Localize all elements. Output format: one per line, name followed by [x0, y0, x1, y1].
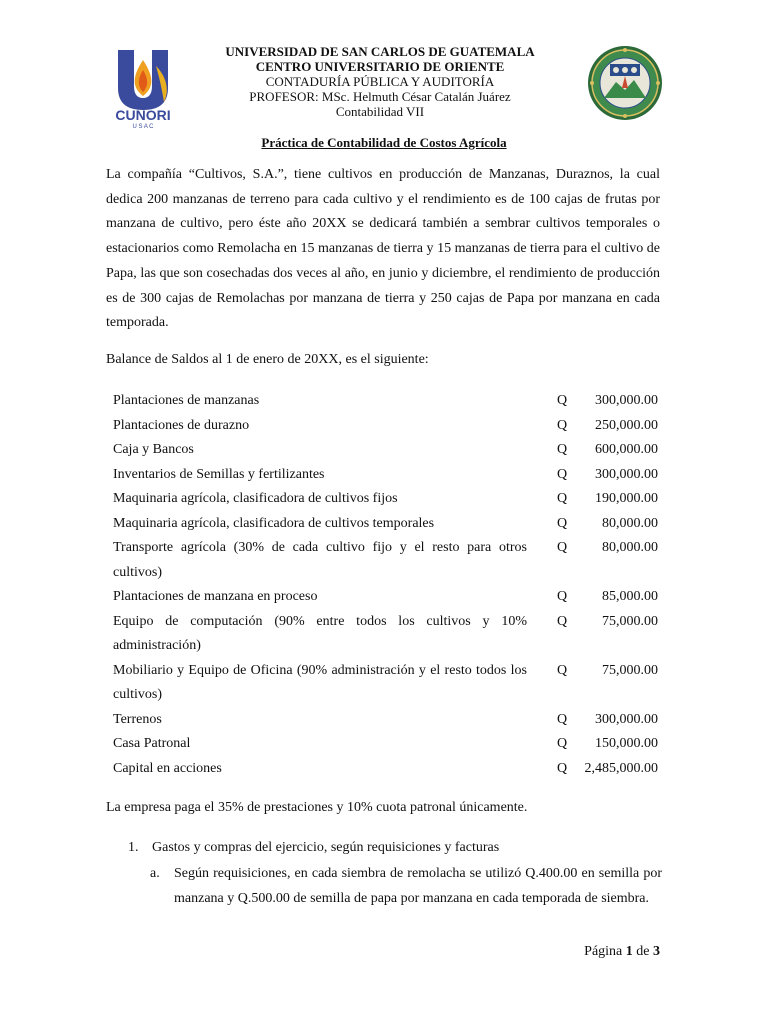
balance-currency: Q	[557, 736, 568, 751]
balance-account: Plantaciones de manzana en proceso	[113, 589, 318, 604]
center-name: CENTRO UNIVERSITARIO DE ORIENTE	[255, 59, 505, 74]
balance-currency: Q	[557, 662, 568, 678]
balance-currency: Q	[557, 540, 568, 555]
balance-currency: Q	[557, 711, 568, 727]
list-subitem-text: Según requisiciones, en cada siembra de remolacha se utilizó Q.400.00 en semilla por manzana y Q.500.00 de semilla de papa por manzana en cada temporada de siembra.	[174, 866, 662, 906]
balance-currency: Q	[557, 466, 568, 482]
balance-intro: Balance de Saldos al 1 de enero de 20XX, es el siguiente:	[106, 352, 429, 367]
balance-account: Equipo de computación (90% entre todos los cultivos y 10% administración)	[113, 613, 527, 653]
balance-row	[113, 487, 658, 512]
page-footer	[584, 944, 660, 960]
balance-account: Transporte agrícola (30% de cada cultivo fijo y el resto para otros cultivos)	[113, 540, 527, 580]
list-subitem-letter: a.	[150, 866, 160, 881]
list-subitem-a	[150, 862, 662, 911]
balance-amount: 75,000.00	[602, 613, 658, 629]
balance-amount: 75,000.00	[602, 662, 658, 678]
balance-account: Caja y Bancos	[113, 442, 194, 457]
balance-amount: 80,000.00	[602, 540, 658, 555]
document-header	[180, 44, 580, 119]
balance-currency: Q	[557, 613, 568, 629]
balance-account: Capital en acciones	[113, 760, 222, 776]
page-word: Página	[584, 944, 623, 959]
balance-amount: 300,000.00	[595, 711, 658, 727]
balance-amount: 300,000.00	[595, 393, 658, 408]
balance-account: Casa Patronal	[113, 736, 191, 751]
balance-currency: Q	[557, 442, 568, 457]
balance-row	[113, 659, 658, 708]
intro-paragraph: La compañía “Cultivos, S.A.”, tiene cultivos en producción de Manzanas, Duraznos, la cual dedica 200 manzanas de terreno para cada cultivo y el rendimiento es de 100 cajas de frutas por manzana de cultivo, pero éste año 20XX se dedicará también a sembrar cultivos temporales o estacionarios como Remolacha en 15 manzanas de tierra y 15 manzanas de tierra para el cultivo de Papa, las que son cosechadas dos veces al año, en junio y diciembre, el rendimiento de producción es de 300 cajas de Remolachas por manzana de tierra y 250 cajas de Papa por manzana en cada temporada.	[106, 167, 660, 331]
balance-amount: 300,000.00	[595, 466, 658, 482]
balance-currency: Q	[557, 515, 568, 531]
course-name: Contabilidad VII	[335, 104, 425, 119]
balance-row	[113, 708, 658, 733]
balance-amount: 150,000.00	[595, 736, 658, 751]
balance-row	[113, 757, 658, 782]
balance-amount: 2,485,000.00	[584, 760, 658, 776]
svg-text:U S A C: U S A C	[132, 124, 154, 130]
balance-account: Mobiliario y Equipo de Oficina (90% administración y el resto todos los cultivos)	[113, 662, 527, 702]
balance-row	[113, 463, 658, 488]
cunori-logo	[104, 46, 182, 130]
balance-row	[113, 414, 658, 439]
list-item-1	[128, 840, 499, 856]
of-word: de	[636, 944, 650, 959]
balance-amount: 85,000.00	[602, 589, 658, 604]
balance-row	[113, 610, 658, 659]
balance-row	[113, 585, 658, 610]
page-number: 1	[625, 944, 633, 959]
university-name: UNIVERSIDAD DE SAN CARLOS DE GUATEMALA	[225, 44, 535, 59]
balance-currency: Q	[557, 589, 568, 604]
svg-text:CUNORI: CUNORI	[115, 107, 171, 123]
page-total: 3	[653, 944, 660, 959]
practice-title: Práctica de Contabilidad de Costos Agrícola	[261, 135, 507, 150]
career-name: CONTADURÍA PÚBLICA Y AUDITORÍA	[265, 74, 495, 89]
balance-row	[113, 536, 658, 585]
balance-row	[113, 732, 658, 757]
balance-amount: 250,000.00	[595, 417, 658, 433]
balance-account: Inventarios de Semillas y fertilizantes	[113, 466, 325, 482]
balance-currency: Q	[557, 417, 568, 433]
balance-amount: 600,000.00	[595, 442, 658, 457]
payment-line: La empresa paga el 35% de prestaciones y 10% cuota patronal únicamente.	[106, 800, 528, 815]
professor-name: PROFESOR: MSc. Helmuth César Catalán Juárez	[249, 89, 511, 104]
balance-amount: 190,000.00	[595, 491, 658, 506]
balance-currency: Q	[557, 393, 568, 408]
balance-account: Plantaciones de manzanas	[113, 393, 260, 408]
balance-table	[113, 389, 658, 781]
balance-row	[113, 389, 658, 414]
balance-account: Terrenos	[113, 711, 162, 727]
balance-amount: 80,000.00	[602, 515, 658, 531]
usac-seal-logo	[586, 44, 664, 122]
balance-row	[113, 512, 658, 537]
balance-account: Maquinaria agrícola, clasificadora de cultivos fijos	[113, 491, 398, 506]
balance-row	[113, 438, 658, 463]
balance-currency: Q	[557, 491, 568, 506]
balance-account: Plantaciones de durazno	[113, 417, 250, 433]
list-item-number: 1.	[128, 840, 139, 855]
list-item-text: Gastos y compras del ejercicio, según requisiciones y facturas	[152, 840, 500, 855]
balance-currency: Q	[557, 760, 568, 776]
balance-account: Maquinaria agrícola, clasificadora de cultivos temporales	[113, 515, 435, 531]
